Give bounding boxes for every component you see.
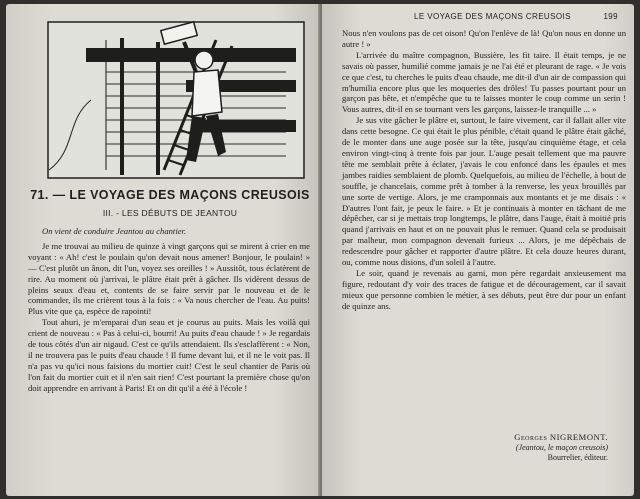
running-header-title: LE VOYAGE DES MAÇONS CREUSOIS: [414, 12, 571, 21]
left-page: [6, 4, 320, 496]
source-title: (Jeantou, le maçon creusois): [515, 442, 608, 452]
right-paragraph-3: Je sus vite gâcher le plâtre et, surtout, le faire vivement, car il fallait aller vite dans cette besogne. Ce qui était le plus pénible, c'était quand le plâtre était gâché, de le monter dans une auge posée sur la tête, jusqu'au cinquième étage, et cela environ vingt-cinq à trente fois par jour. L'auge pesait tellement que ma pauvre tête me semblait prête à éclater, j'avais le cou enfoncé dans les épaules et mes jambes raidies semblaient de plomb. Quelquefois, au milieu de l'échelle, à bout de souffle, je chancelais, comme prêt à tomber à la renverse, les yeux brouillés par une sorte de vertige. Alors, je me cramponnais aux montants et je me disais : « D'autres l'ont fait, je peux le faire. » Et je continuais à monter en tâchant de me dépêcher, car si je mettais trop longtemps, le plâtre, dans l'auge, était à moitié pris quand j'arrivais en haut et on ne pouvait plus le remuer. Quand cela se produisait par malheur, mon compagnon devenait furieux ... Alors, je me dépêchais de redescendre pour gâcher et rapporter d'autre plâtre. Et cela douze heures durant, ou, comme nous disions, d'un soleil à l'autre.: [342, 115, 626, 268]
intro-line: On vient de conduire Jeantou au chantier.: [42, 226, 187, 236]
left-paragraph-2: Tout ahuri, je m'emparai d'un seau et je courus au puits. Mais les voilà qui crient de nouveau : « Pas à celui-ci, bourri! Au puits d'eau chaude ! » Je regardais de tous côtés d'un air nigaud. C'est ce qu'ils attendaient. Ils s'esclaffèrent : « Non, il ne trouvera pas le puits d'eau chaude ! Il fume devant lui, et il ne le voit pas. Il n'a pas vu qu'ici nous faisions du mortier cuit! C'est le seul chantier de Paris où l'on fait du mortier cuit et il n'en sait rien! C'est pourtant la première chose qu'on doit apprendre en arrivant à Paris! Et on dit qu'il a été à l'école !: [28, 317, 310, 393]
signature-block: [514, 432, 608, 464]
left-paragraph-1: Je me trouvai au milieu de quinze à vingt garçons qui se mirent à crier en me voyant : « Ah! c'est le poulain qu'on devait nous amener! Bonjour, le poulain! » — C'est plutôt un ânon, dit l'un, voyez ses oreilles ! » Aussitôt, tous éclatèrent de rire. Au moment où j'arrivai, le plâtre était prêt à gâcher. Ils vidèrent dessus de pleins seaux d'eau et, contents de se faire servir par le nouveau et de le commander, ils me crièrent tous à la fois : « Va nous chercher de l'eau. Au puits! Plus vite que ça, espèce de rapointi!: [28, 240, 310, 317]
publisher: Bourrelier, éditeur.: [547, 453, 608, 462]
left-body-text: [28, 226, 310, 394]
right-paragraph-1: Nous n'en voulons pas de cet oison! Qu'on l'enlève de là! Qu'on nous en donne un autre ! »: [342, 28, 626, 49]
mason-illustration: [46, 20, 306, 180]
page-number: 199: [603, 12, 618, 21]
chapter-subtitle: III. - LES DÉBUTS DE JEANTOU: [102, 208, 238, 218]
author-name: Georges NIGREMONT.: [514, 432, 608, 442]
right-body-text: [342, 28, 626, 312]
right-paragraph-4: Le soir, quand je revenais au garni, mon père regardait anxieusement ma figure, redoutant d'y voir des traces de fatigue et de découragement, car il savait mieux que personne combien le métier, à ses débuts, peut être dur pour un enfant de quinze ans.: [342, 267, 626, 311]
chapter-title: 71. — LE VOYAGE DES MAÇONS CREUSOIS: [30, 188, 310, 202]
right-paragraph-2: L'arrivée du maître compagnon, Bussière, les fit taire. Il était temps, je ne savais où passer, humilié comme jamais je ne l'ai été et pleurant de rage. « Je vois ce que c'est, tu cherches le puits d'eau chaude, me dit-il d'un air de compassion qui m'humilia encore plus que les moqueries des drôles! Tu passes pourtant pour un garçon pas bête, et n'empêche que tu te laisses monter le coup comme un serin ! Vous autres, dit-il en se tournant vers les garçons, laissez-le tranquille ... »: [342, 49, 626, 115]
right-page: [322, 4, 634, 496]
